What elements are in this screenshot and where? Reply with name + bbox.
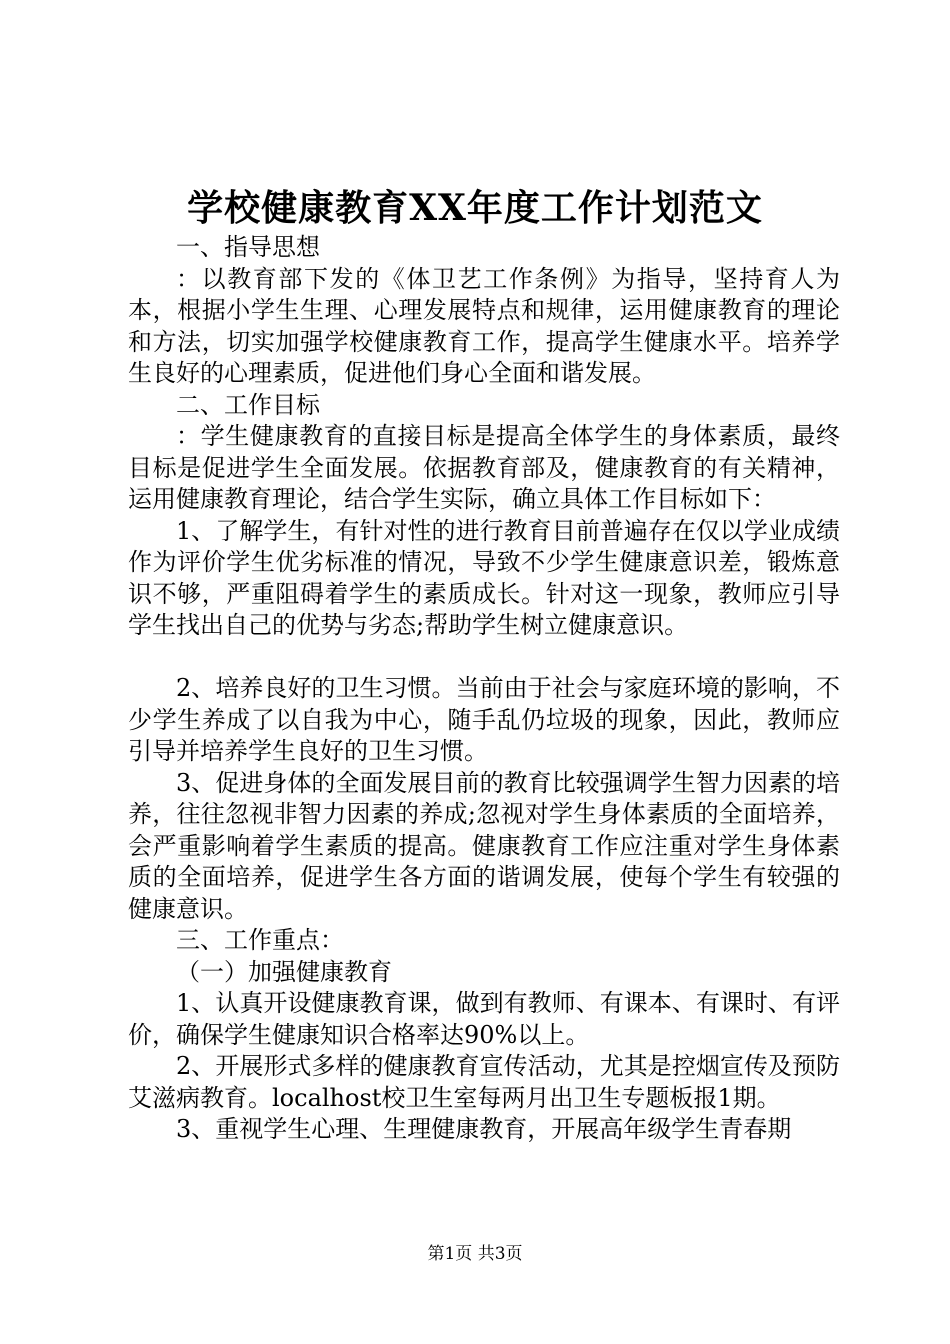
- paragraph-guiding-ideology: ：以教育部下发的《体卫艺工作条例》为指导，坚持育人为本，根据小学生生理、心理发展特点和规律，运用健康教育的理论和方法，切实加强学校健康教育工作，提高学生健康水平。培养学生良好的心理素质，促进他们身心全面和谐发展。: [128, 264, 840, 387]
- paragraph-goal-2: 2、培养良好的卫生习惯。当前由于社会与家庭环境的影响，不少学生养成了以自我为中心，随手乱仍垃圾的现象，因此，教师应引导并培养学生良好的卫生习惯。: [128, 674, 840, 765]
- section-heading-work-focus: 三、工作重点：: [176, 926, 344, 954]
- paragraph-focus-1: 1、认真开设健康教育课，做到有教师、有课本、有课时、有评价，确保学生健康知识合格率达90%以上。: [128, 989, 840, 1049]
- page-number-footer: 第1页 共3页: [427, 1244, 523, 1264]
- paragraph-focus-2: 2、开展形式多样的健康教育宣传活动，尤其是控烟宣传及预防艾滋病教育。localhost校卫生室每两月出卫生专题板报1期。: [128, 1052, 840, 1112]
- section-heading-work-goals: 二、工作目标: [176, 390, 320, 419]
- paragraph-focus-3: 3、重视学生心理、生理健康教育，开展高年级学生青春期: [176, 1115, 792, 1143]
- section-heading-guiding-ideology: 一、指导思想: [176, 233, 320, 261]
- document-body: [128, 232, 840, 1146]
- subsection-heading-health-education: （一）加强健康教育: [176, 957, 392, 986]
- document-title: 学校健康教育XX年度工作计划范文: [187, 187, 763, 229]
- paragraph-goal-1: 1、了解学生，有针对性的进行教育目前普遍存在仅以学业成绩作为评价学生优劣标准的情况，导致不少学生健康意识差，锻炼意识不够，严重阻碍着学生的素质成长。针对这一现象，教师应引导学生找出自己的优势与劣态;帮助学生树立健康意识。: [128, 516, 840, 639]
- paragraph-work-goals: ：学生健康教育的直接目标是提高全体学生的身体素质，最终目标是促进学生全面发展。依据教育部及，健康教育的有关精神，运用健康教育理论，结合学生实际，确立具体工作目标如下：: [128, 422, 840, 513]
- paragraph-goal-3: 3、促进身体的全面发展目前的教育比较强调学生智力因素的培养，往往忽视非智力因素的养成;忽视对学生身体素质的全面培养，会严重影响着学生素质的提高。健康教育工作应注重对学生身体素质的全面培养，促进学生各方面的谐调发展，使每个学生有较强的健康意识。: [128, 768, 840, 923]
